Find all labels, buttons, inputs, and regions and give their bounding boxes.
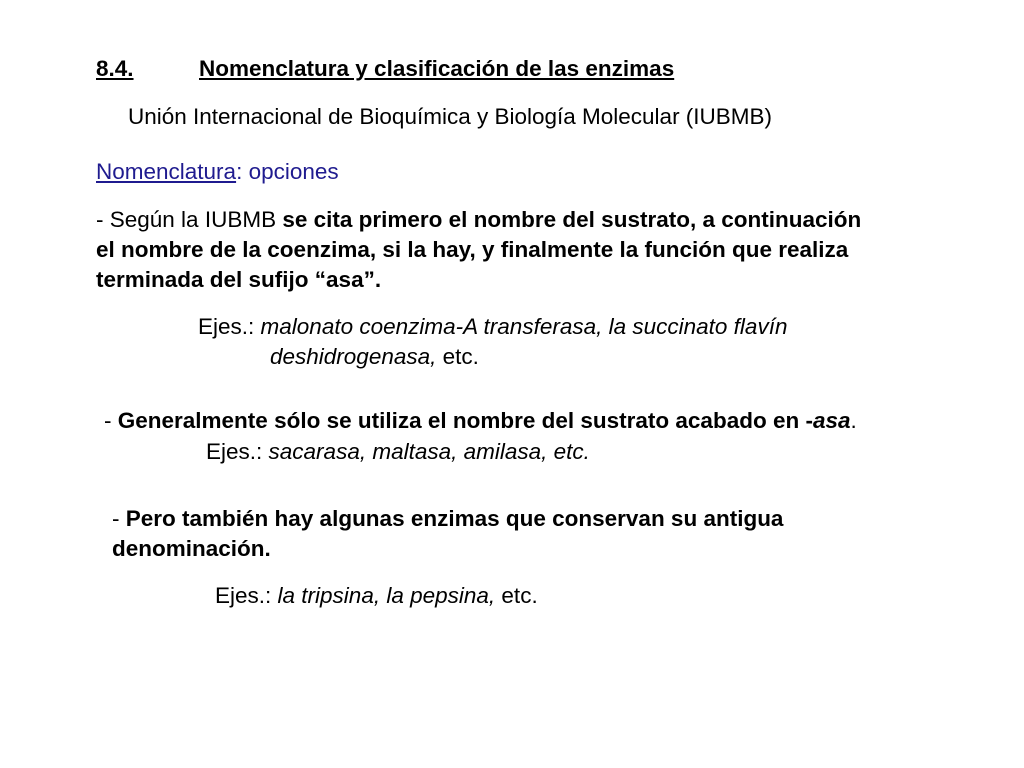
point3-line1: - Pero también hay algunas enzimas que conservan su antigua — [112, 506, 784, 531]
point2-line1: - Generalmente sólo se utiliza el nombre del sustrato acabado en -asa. — [104, 408, 857, 433]
point1-example-line2: deshidrogenasa, etc. — [270, 344, 479, 369]
point1-example-line1: Ejes.: malonato coenzima-A transferasa, la succinato flavín — [198, 314, 788, 339]
point1-line1: - Según la IUBMB se cita primero el nombre del sustrato, a continuación — [96, 207, 862, 232]
point1-line2: el nombre de la coenzima, si la hay, y finalmente la función que realiza — [96, 237, 849, 262]
section-title: Nomenclatura y clasificación de las enzimas — [199, 56, 675, 81]
point3-example: Ejes.: la tripsina, la pepsina, etc. — [215, 583, 538, 608]
nomenclatura-heading: Nomenclatura: opciones — [96, 159, 339, 184]
point3-line2: denominación. — [112, 536, 271, 561]
nomenclatura-label: Nomenclatura — [96, 159, 237, 184]
section-number: 8.4. — [96, 56, 134, 81]
point2-example: Ejes.: sacarasa, maltasa, amilasa, etc. — [206, 439, 590, 464]
point1-line3: terminada del sufijo “asa”. — [96, 267, 382, 292]
subtitle: Unión Internacional de Bioquímica y Biología Molecular (IUBMB) — [128, 104, 773, 129]
